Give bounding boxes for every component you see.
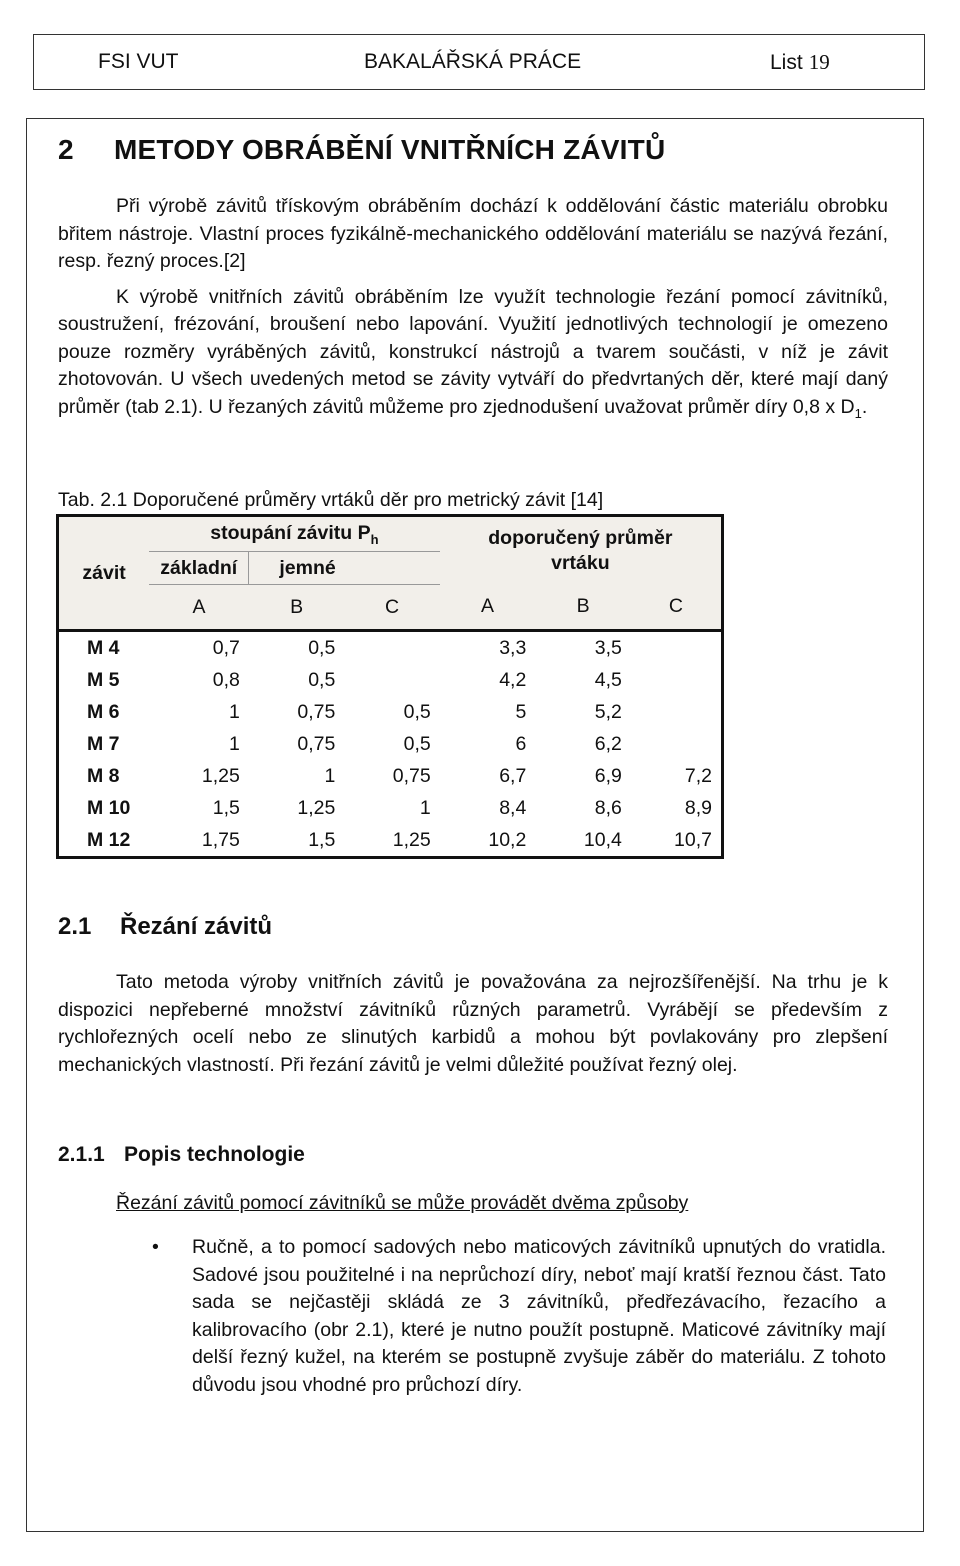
table-cell: 1,75 [201,828,240,851]
table-cell: 0,75 [297,700,336,723]
table-row [58,728,723,760]
table-cell: 8,4 [499,796,527,819]
table-cell: 4,5 [594,668,622,691]
table-cell: 7,2 [684,764,712,787]
bullet-item-text: Ručně, a to pomocí sadových nebo maticových závitníků upnutých do vratidla. Sadové jsou použitelné i na neprůchozí díry, neboť mají kratší řeznou část. Tato sada se nejčastěji skládá ze 3 závitníků, předřezávacího, řezacího a kalibrovacího (obr 2.1), které je nutno použít postupně. Maticové závitníky mají delší řezný kužel, na kterém se postupně zvyšuje záběr do materiálu. Z tohoto důvodu jsou vhodné pro průchozí díry. [192,1236,886,1396]
table-cell: 0,75 [297,732,336,755]
section-title: Řezání závitů [120,913,273,940]
table-cell: 1 [324,764,336,787]
row-label: M 8 [87,764,120,787]
table-cell: 1 [419,796,431,819]
table-row [58,696,723,728]
table-caption: Tab. 2.1 Doporučené průměry vrtáků děr pro metrický závit [14] [58,489,604,511]
table-row [58,760,723,792]
header-pitch-subscript: h [370,531,379,547]
intro-paragraph [58,284,888,427]
d1-suffix: . [861,395,868,418]
table-cell [344,664,439,696]
row-label: M 5 [87,668,120,691]
row-label: M 6 [87,700,120,723]
subsection-number: 2.1.1 [58,1143,105,1166]
section-text [58,969,888,1079]
header-page [770,50,830,75]
section-number: 2.1 [58,913,92,940]
table-cell [631,696,723,728]
table-cell: 1 [229,732,240,755]
table-cell: 6,7 [499,764,527,787]
table-cell: 1,25 [392,828,431,851]
subheader-cell: B [535,585,631,631]
header-pitch [149,516,440,552]
table-cell: 0,5 [308,636,336,659]
table-cell: 1,5 [212,796,240,819]
header-zavit: závit [58,516,150,631]
table-cell: 1 [229,700,240,723]
row-label: M 4 [87,636,120,659]
table-cell: 0,7 [212,636,240,659]
table-cell: 0,5 [403,700,431,723]
table-cell: 10,2 [488,828,527,851]
bullet-icon: • [152,1236,159,1258]
intro-paragraph-text: K výrobě vnitřních závitů obráběním lze využít technologie řezání pomocí závitníků, soustružení, frézování, broušení nebo lapování. Využití jednotlivých technologií je omezeno pouze rozměry vyráběných závitů, konstrukcí nástrojů a tvarem součásti, v níž je závit zhotovován. U všech uvedených metod se závity vytváří do předvrtaných děr, které mají daný průměr (tab 2.1). U řezaných závitů můžeme pro zjednodušení uvažovat průměr díry 0,8 x D [58,285,888,418]
table-cell: 10,7 [674,828,712,851]
table-cell: 1,25 [201,764,240,787]
table-cell: 3,5 [594,636,622,659]
table-cell: 5,2 [594,700,622,723]
chapter-title: METODY OBRÁBĚNÍ VNITŘNÍCH ZÁVITŮ [114,134,666,165]
table-cell: 5 [515,700,527,723]
row-label: M 7 [87,732,120,755]
table-cell: 8,9 [684,796,712,819]
intro-paragraph: Při výrobě závitů třískovým obráběním dochází k oddělování částic materiálu obrobku břitem nástroje. Vlastní proces fyzikálně-mechanického oddělování materiálu se nazývá řezání, resp. řezný proces.[2] [58,195,888,272]
underlined-heading: Řezání závitů pomocí závitníků se může provádět dvěma způsoby [116,1192,689,1214]
table-cell [631,664,723,696]
header-pitch-text: stoupání závitu P [210,521,371,544]
header-fine: jemné [249,552,440,585]
row-label: M 10 [87,796,131,819]
row-label: M 12 [87,828,131,851]
section-heading [58,913,272,941]
subheader-cell: B [249,585,344,631]
header-drill: doporučený průměr vrtáku [440,516,723,585]
table-cell [631,631,723,665]
chapter-heading [58,134,665,166]
subsection-heading [58,1143,305,1167]
subheader-cell: A [149,585,249,631]
table-cell: 6 [515,732,527,755]
header-thesis-type: BAKALÁŘSKÁ PRÁCE [364,50,582,73]
table-cell: 0,8 [212,668,240,691]
header-faculty: FSI VUT [98,50,179,73]
table-cell: 0,5 [308,668,336,691]
table-row [58,824,723,858]
table-body [58,631,723,858]
table-cell: 1,25 [297,796,336,819]
subheader-cell: C [344,585,439,631]
table-cell: 6,2 [594,732,622,755]
table-row [58,664,723,696]
table-row [58,792,723,824]
intro-text [58,193,888,427]
section-paragraph: Tato metoda výroby vnitřních závitů je považována za nejrozšířenější. Na trhu je k dispozici nepřeberné množství závitníků různých parametrů. Vyrábějí se především z rychlořezných ocelí nebo ze slinutých karbidů a mohou být povlakovány pro zlepšení mechanických vlastností. Při řezání závitů je velmi důležité používat řezný olej. [58,971,888,1076]
table-row [58,631,723,665]
chapter-number: 2 [58,134,74,165]
page-header [33,34,925,90]
table-cell: 1,5 [308,828,336,851]
table-cell [631,728,723,760]
drill-diameter-table [56,514,724,859]
header-page-number: 19 [808,49,830,74]
table-cell: 4,2 [499,668,527,691]
subsection-title: Popis technologie [124,1143,305,1166]
table-cell: 0,75 [392,764,431,787]
header-page-label: List [770,50,803,74]
header-basic: základní [149,552,249,585]
table-cell: 8,6 [594,796,622,819]
table-cell [344,631,439,665]
table-cell: 6,9 [594,764,622,787]
table-cell: 0,5 [403,732,431,755]
d1-subscript: 1 [854,405,862,421]
subheader-cell: A [440,585,536,631]
table-cell: 10,4 [583,828,622,851]
subheader-cell: C [631,585,723,631]
table-cell: 3,3 [499,636,527,659]
